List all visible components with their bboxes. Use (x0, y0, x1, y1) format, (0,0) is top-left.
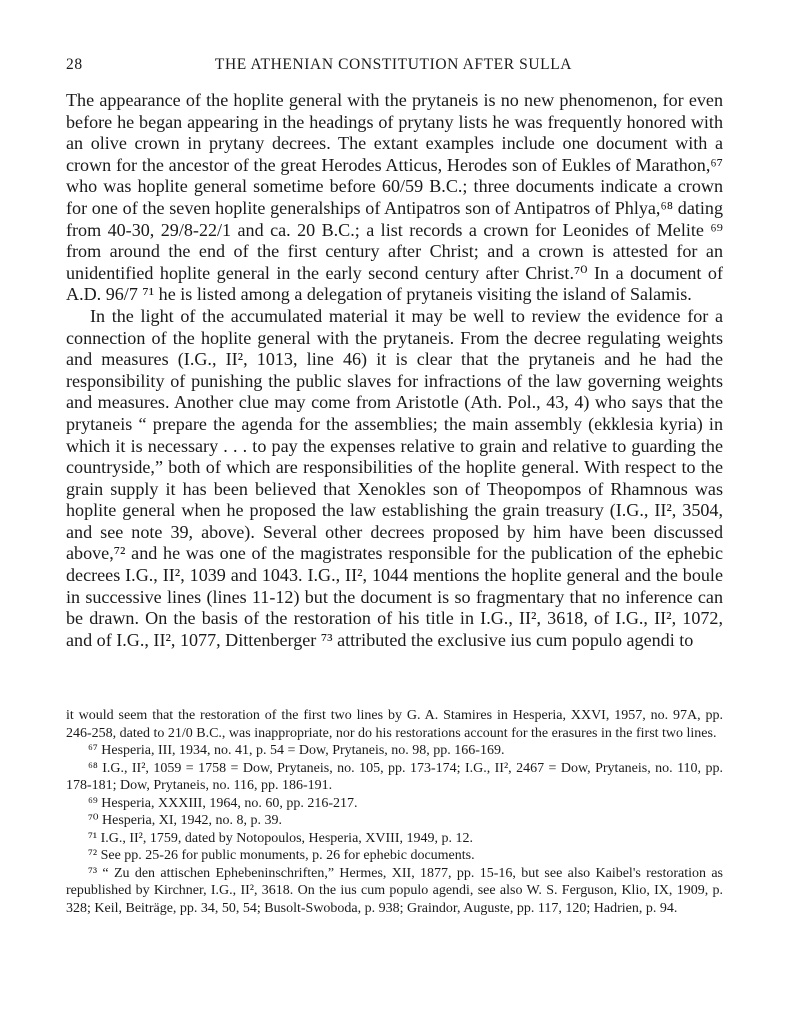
paragraph: The appearance of the hoplite general with the prytaneis is no new phenomenon, for even before he began appearing in the headings of prytany lists he was frequently honored with an olive crown in prytany decrees. The extant examples include one document with a crown for the ancestor of the great Herodes Atticus, Herodes son of Eukles of Marathon,⁶⁷ who was hoplite general sometime before 60/59 B.C.; three documents indicate a crown for one of the seven hoplite generalships of Antipatros son of Antipatros of Phlya,⁶⁸ dating from 40-30, 29/8-22/1 and ca. 20 B.C.; a list records a crown for Leonides of Melite ⁶⁹ from around the end of the first century after Christ; and a crown is attested for an unidentified hoplite general in the early second century after Christ.⁷⁰ In a document of A.D. 96/7 ⁷¹ he is listed among a delegation of prytaneis visiting the island of Salamis. (66, 90, 723, 305)
footnote-70: ⁷⁰ Hesperia, XI, 1942, no. 8, p. 39. (88, 813, 283, 828)
footnote-71: ⁷¹ I.G., II², 1759, dated by Notopoulos, Hesperia, XVIII, 1949, p. 12. (88, 830, 473, 846)
footnote-67: ⁶⁷ Hesperia, III, 1934, no. 41, p. 54 = Dow, Prytaneis, no. 98, pp. 166-169. (88, 743, 505, 758)
footnote-73: ⁷³ “ Zu den attischen Ephebeninschriften,” Hermes, XII, 1877, pp. 15-16, but see also Kaibel's restoration as republished by Kirchner, I.G., II², 3618. On the ius cum populo agendi, see also W. S. Ferguson, Klio, IX, 1909, p. 328; Keil, Beiträge, pp. 34, 50, 54; Busolt-Swoboda, p. 938; Graindor, Auguste, pp. 117, 120; Hadrien, p. 94. (66, 865, 723, 916)
footnotes (66, 707, 723, 917)
footnote-continuation: it would seem that the restoration of the first two lines by G. A. Stamires in Hesperia, XXVI, 1957, no. 97A, pp. 246-258, dated to 21/0 B.C., was inappropriate, nor do his restorations account for the erasures in the first two lines. (66, 708, 723, 741)
page-number: 28 (66, 56, 83, 73)
footnote-72: ⁷² See pp. 25-26 for public monuments, p. 26 for ephebic documents. (88, 848, 475, 863)
footnote-69: ⁶⁹ Hesperia, XXXIII, 1964, no. 60, pp. 216-217. (88, 795, 358, 811)
paragraph: In the light of the accumulated material it may be well to review the evidence for a connection of the hoplite general with the prytaneis. From the decree regulating weights and measures (I.G., II², 1013, line 46) it is clear that the prytaneis and he had the responsibility of punishing the public slaves for infractions of the law governing weights and measures. Another clue may come from Aristotle (Ath. Pol., 43, 4) who says that the prytaneis “ prepare the agenda for the assemblies; the main assembly (ekklesia kyria) in which it is necessary . . . to pay the expenses relative to grain and relative to guarding the countryside,” both of which are responsibilities of the hoplite general. With respect to the grain supply it has been believed that Xenokles son of Theopompos of Rhamnous was hoplite general when he proposed the law establishing the grain treasury (I.G., II², 3504, and see note 39, above). Several other decrees proposed by him have been discussed above,⁷² and he was one of the magistrates responsible for the publication of the ephebic decrees I.G., II², 1039 and 1043. I.G., II², 1044 mentions the hoplite general and the boule in successive lines (lines 11-12) but the document is so fragmentary that no inference can be drawn. On the basis of the restoration of his title in I.G., II², 3618, of I.G., II², 1072, and of I.G., II², 1077, Dittenberger ⁷³ attributed the exclusive ius cum populo agendi to (66, 305, 723, 650)
running-header (66, 56, 721, 80)
running-title: THE ATHENIAN CONSTITUTION AFTER SULLA (214, 56, 573, 73)
footnote-68: ⁶⁸ I.G., II², 1059 = 1758 = Dow, Prytaneis, no. 105, pp. 173-174; I.G., II², 2467 = Dow, Prytaneis, no. 110, pp. 178-181; Dow, Prytaneis, no. 116, pp. 186-191. (66, 760, 723, 793)
main-text (66, 90, 723, 651)
